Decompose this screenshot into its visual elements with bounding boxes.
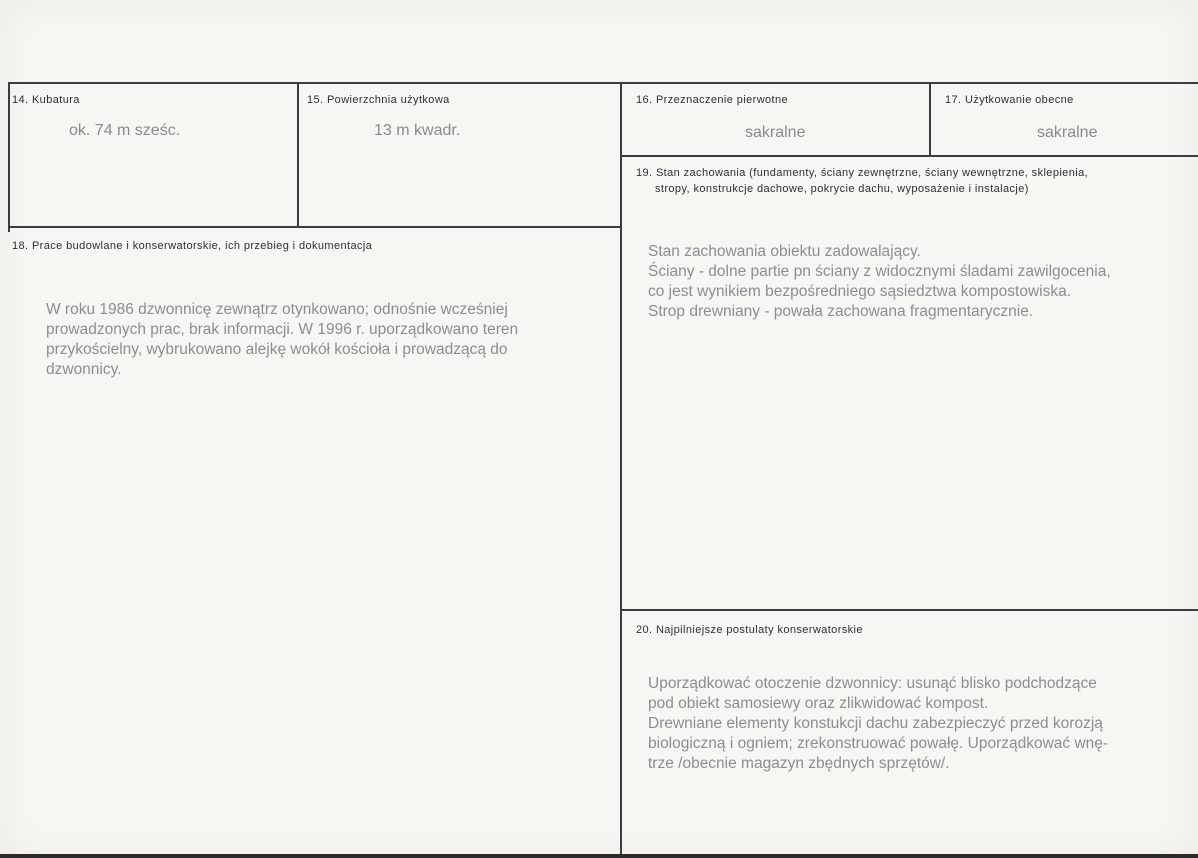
field-17-value: sakralne (1037, 124, 1098, 141)
grid-line-row3-right (622, 609, 1198, 611)
field-17-label: 17. Użytkowanie obecne (945, 94, 1074, 106)
grid-line-row1-left (10, 226, 622, 228)
field-20-text (648, 674, 1178, 774)
grid-line-top (8, 82, 1198, 84)
field-14-value: ok. 74 m sześc. (69, 122, 181, 139)
grid-line-v2 (620, 82, 622, 858)
field-19-line: Strop drewniany - powała zachowana fragmentarycznie. (648, 303, 1034, 320)
field-15-value: 13 m kwadr. (374, 122, 461, 139)
field-19-label-line1: 19. Stan zachowania (fundamenty, ściany zewnętrzne, ściany wewnętrzne, sklepienia, (636, 167, 1089, 179)
field-18-line: dzwonnicy. (46, 361, 122, 378)
grid-line-v3 (929, 82, 931, 157)
field-18-line: przykościelny, wybrukowano alejkę wokół kościoła i prowadzącą do (46, 341, 508, 358)
field-18-label: 18. Prace budowlane i konserwatorskie, ich przebieg i dokumentacja (12, 240, 373, 252)
field-18-line: W roku 1986 dzwonnicę zewnątrz otynkowano; odnośnie wcześniej (46, 301, 508, 318)
field-19-line: co jest wynikiem bezpośredniego sąsiedztwa kompostowiska. (648, 283, 1072, 300)
grid-line-left-edge (8, 82, 10, 232)
field-20-line: pod obiekt samosiewy oraz zlikwidować kompost. (648, 695, 989, 712)
card-bottom-edge (0, 854, 1198, 858)
field-20-line: Drewniane elementy konstukcji dachu zabezpieczyć przed korozją (648, 715, 1103, 732)
field-19-line: Ściany - dolne partie pn ściany z widocznymi śladami zawilgocenia, (648, 263, 1111, 280)
field-16-label: 16. Przeznaczenie pierwotne (636, 94, 789, 106)
field-16-value: sakralne (745, 124, 806, 141)
field-18-line: prowadzonych prac, brak informacji. W 1996 r. uporządkowano teren (46, 321, 519, 338)
field-19-text (648, 242, 1178, 322)
field-14-label: 14. Kubatura (12, 94, 80, 106)
grid-line-v1 (297, 82, 299, 228)
field-15-label: 15. Powierzchnia użytkowa (307, 94, 450, 106)
field-20-label: 20. Najpilniejsze postulaty konserwatorskie (636, 624, 863, 636)
field-19-label-line2: stropy, konstrukcje dachowe, pokrycie dachu, wyposażenie i instalacje) (655, 183, 1029, 195)
field-20-line: biologiczną i ogniem; zrekonstruować powałę. Uporządkować wnę- (648, 735, 1109, 752)
field-20-line: trze /obecnie magazyn zbędnych sprzętów/. (648, 755, 950, 772)
field-19-line: Stan zachowania obiektu zadowalający. (648, 243, 921, 260)
field-18-text (46, 300, 606, 380)
grid-line-row1-right (622, 155, 1198, 157)
field-20-line: Uporządkować otoczenie dzwonnicy: usunąć blisko podchodzące (648, 675, 1097, 692)
